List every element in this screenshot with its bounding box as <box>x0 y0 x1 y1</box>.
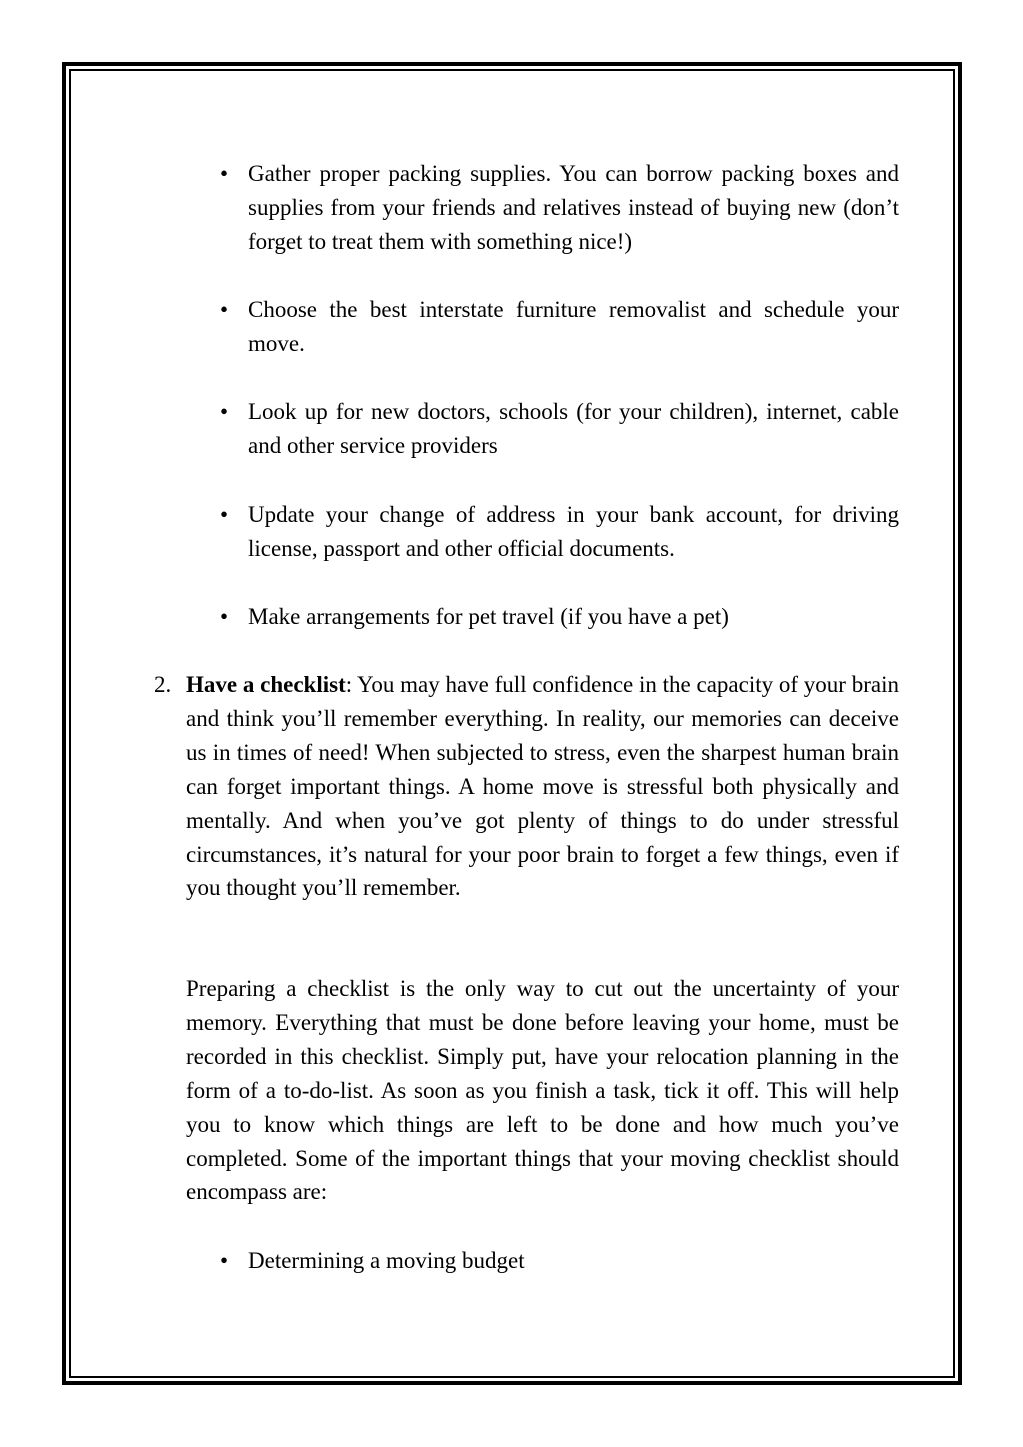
bullet-text: Determining a moving budget <box>248 1248 525 1273</box>
bullet-text: Choose the best interstate furniture removalist and schedule your move. <box>248 297 899 356</box>
item-body <box>186 668 899 905</box>
bullet-text: Make arrangements for pet travel (if you have a pet) <box>248 604 729 629</box>
bullet-icon: • <box>219 1248 229 1273</box>
paragraph: Preparing a checklist is the only way to cut out the uncertainty of your memory. Everything that must be done before leaving your home, must be recorded in this checklist. Simply put, have your relocation planning in the form of a to-do-list. As soon as you finish a task, tick it off. This will help you to know which things are left to be done and how much you’ve completed. Some of the important things that your moving checklist should encompass are: <box>186 976 899 1205</box>
item-heading: Have a checklist <box>186 672 346 697</box>
item-number: 2. <box>154 672 172 697</box>
item-text: : You may have full confidence in the capacity of your brain and think you’ll remember everything. In reality, our memories can deceive us in times of need! When subjected to stress, even the sharpest human brain can forget important things. A home move is stressful both physically and mentally. And when you’ve got plenty of things to do under stressful circumstances, it’s natural for your poor brain to forget a few things, even if you thought you’ll remember. <box>186 672 899 901</box>
bullet-icon: • <box>219 161 229 186</box>
bullet-icon: • <box>219 604 229 629</box>
bullet-icon: • <box>219 502 229 527</box>
bullet-icon: • <box>219 399 229 424</box>
bullet-icon: • <box>219 297 229 322</box>
bullet-text: Gather proper packing supplies. You can borrow packing boxes and supplies from your friends and relatives instead of buying new (don’t forget to treat them with something nice!) <box>248 161 899 254</box>
bullet-text: Look up for new doctors, schools (for your children), internet, cable and other service providers <box>248 399 899 458</box>
bullet-text: Update your change of address in your bank account, for driving license, passport and other official documents. <box>248 502 899 561</box>
